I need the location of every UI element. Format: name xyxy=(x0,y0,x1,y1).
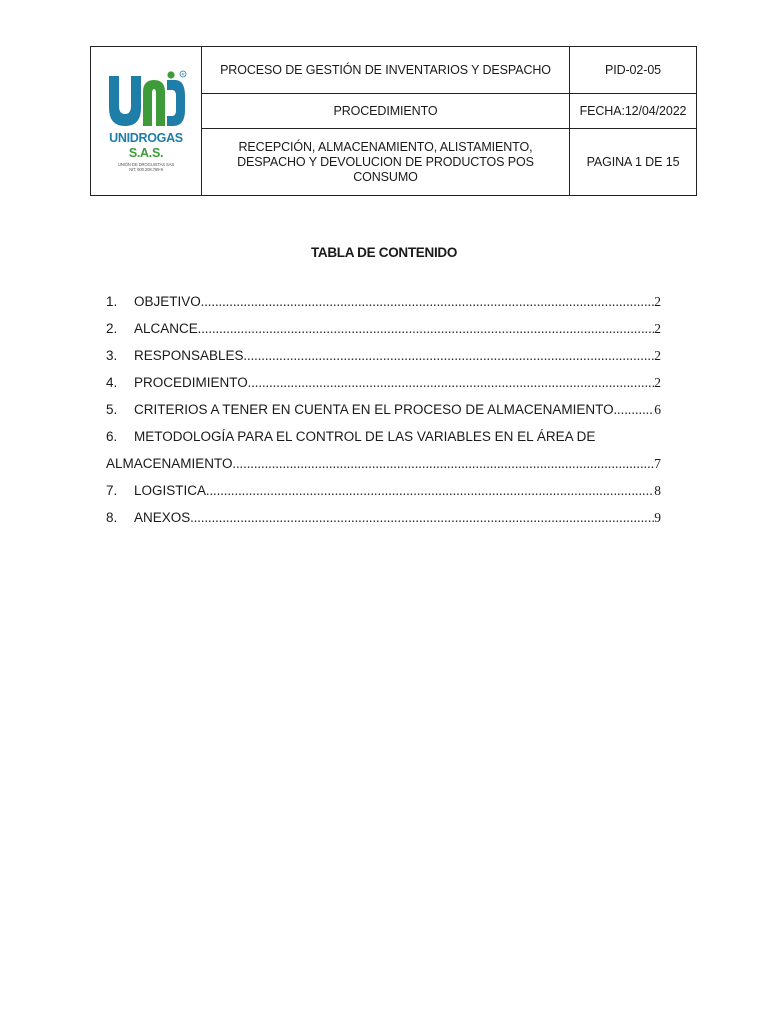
toc-item-number: 1. xyxy=(106,294,118,309)
toc-leader-dots xyxy=(244,342,655,369)
toc-leader-dots xyxy=(248,369,654,396)
table-of-contents xyxy=(106,288,661,531)
toc-item-number: 2. xyxy=(106,321,118,336)
toc-item-objetivo[interactable] xyxy=(106,288,661,315)
toc-item-procedimiento[interactable] xyxy=(106,369,661,396)
logo-subtitle: UNIÓN DE DROGUISTAS SAS NIT. 900.208.769-9 xyxy=(117,162,175,172)
toc-item-label-continued: ALMACENAMIENTO xyxy=(106,456,233,471)
svg-text:R: R xyxy=(181,71,185,77)
toc-item-number: 7. xyxy=(106,483,118,498)
toc-item-criterios[interactable] xyxy=(106,396,661,423)
toc-item-label: LOGISTICA xyxy=(134,483,207,498)
toc-item-number: 3. xyxy=(106,348,118,363)
document-type: PROCEDIMIENTO xyxy=(202,94,570,129)
toc-item-page: 2 xyxy=(654,294,661,309)
toc-item-label: RESPONSABLES xyxy=(134,348,244,363)
toc-item-page: 7 xyxy=(654,456,661,471)
toc-item-label: PROCEDIMIENTO xyxy=(134,375,248,390)
toc-item-metodologia[interactable] xyxy=(106,423,661,450)
toc-leader-dots xyxy=(201,288,654,315)
toc-item-metodologia-continued[interactable] xyxy=(106,450,661,477)
toc-item-page: 2 xyxy=(654,321,661,336)
toc-item-label: ALCANCE xyxy=(134,321,198,336)
toc-leader-dots xyxy=(614,396,655,423)
process-title: PROCESO DE GESTIÓN DE INVENTARIOS Y DESPACHO xyxy=(202,47,570,94)
company-logo xyxy=(91,70,201,172)
toc-item-number: 8. xyxy=(106,510,118,525)
document-subject: RECEPCIÓN, ALMACENAMIENTO, ALISTAMIENTO, DESPACHO Y DEVOLUCION DE PRODUCTOS POS CONSUMO xyxy=(202,129,570,196)
toc-item-logistica[interactable] xyxy=(106,477,661,504)
toc-leader-dots xyxy=(198,315,654,342)
toc-item-number: 6. xyxy=(106,429,118,444)
document-code: PID-02-05 xyxy=(570,47,697,94)
toc-item-anexos[interactable] xyxy=(106,504,661,531)
toc-item-page: 6 xyxy=(654,402,661,417)
document-date: FECHA:12/04/2022 xyxy=(570,94,697,129)
toc-leader-dots xyxy=(190,504,654,531)
toc-item-responsables[interactable] xyxy=(106,342,661,369)
toc-item-label: OBJETIVO xyxy=(134,294,201,309)
page-number: PAGINA 1 DE 15 xyxy=(570,129,697,196)
toc-item-page: 2 xyxy=(654,375,661,390)
toc-item-label: ANEXOS xyxy=(134,510,191,525)
toc-leader-dots xyxy=(233,450,655,477)
logo-brand-text: UNIDROGAS S.A.S. xyxy=(109,131,183,160)
toc-item-label: CRITERIOS A TENER EN CUENTA EN EL PROCESO DE ALMACENAMIENTO xyxy=(134,402,614,417)
toc-title: TABLA DE CONTENIDO xyxy=(310,245,458,260)
toc-item-number: 4. xyxy=(106,375,118,390)
logo-cell xyxy=(91,47,202,196)
toc-item-page: 2 xyxy=(654,348,661,363)
toc-item-page: 8 xyxy=(654,483,661,498)
toc-item-page: 9 xyxy=(654,510,661,525)
toc-item-number: 5. xyxy=(106,402,118,417)
toc-item-label: METODOLOGÍA PARA EL CONTROL DE LAS VARIABLES EN EL ÁREA DE xyxy=(134,429,596,444)
toc-leader-dots xyxy=(206,477,654,504)
toc-item-alcance[interactable] xyxy=(106,315,661,342)
unid-logo-icon xyxy=(105,70,187,130)
document-header-table xyxy=(90,46,697,196)
